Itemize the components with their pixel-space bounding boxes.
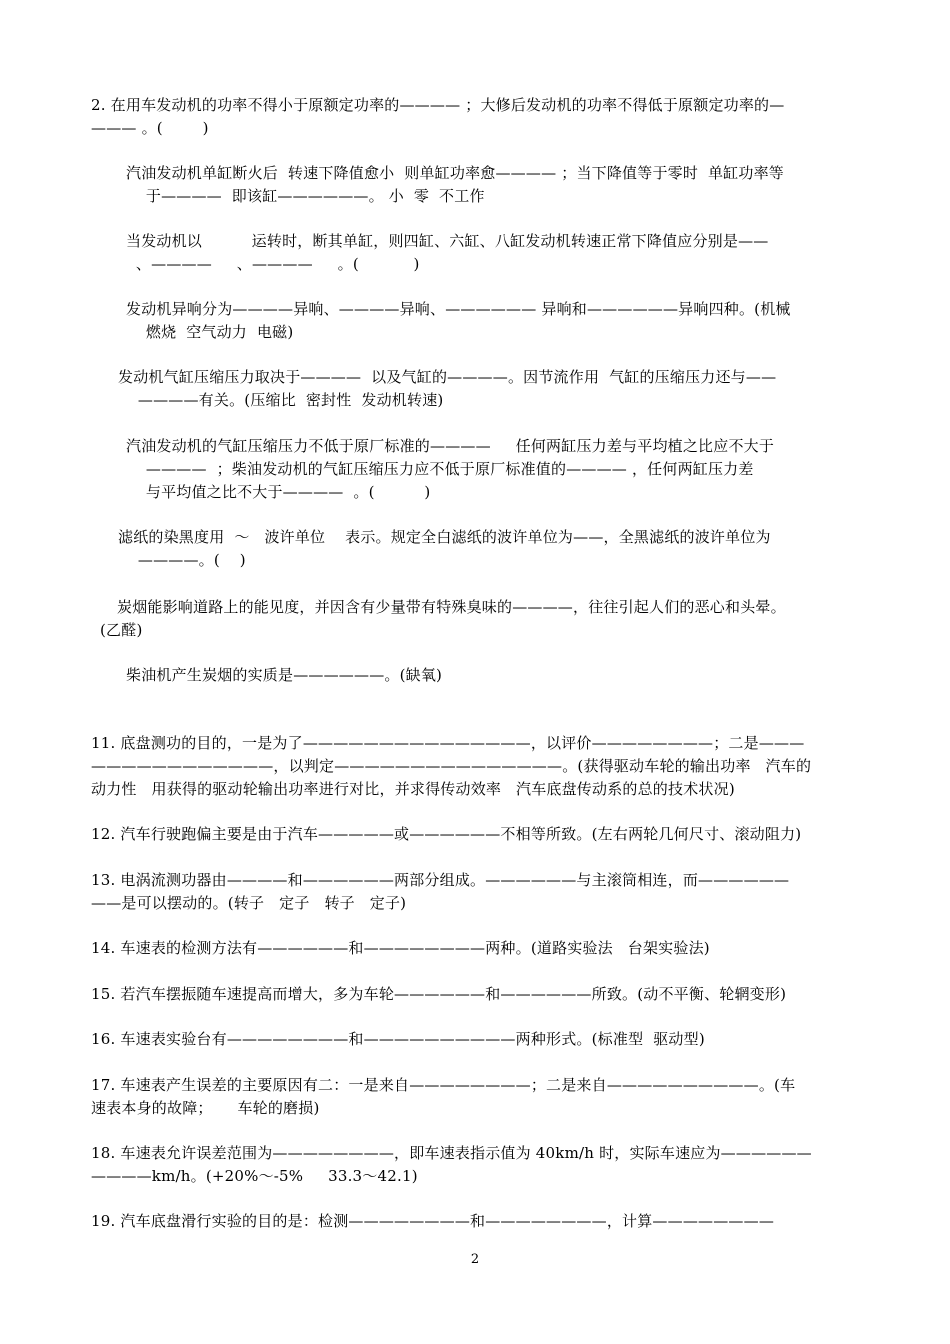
text-line: 14. 车速表的检测方法有——————和————————两种。(道路实验法 台架实验法) <box>91 939 710 957</box>
question-8 <box>118 526 771 572</box>
text-line: ————有关。(压缩比 密封性 发动机转速) <box>118 391 444 409</box>
text-line: ——是可以摆动的。(转子 定子 转子 定子) <box>91 894 407 912</box>
text-line: 、———— 、———— 。( ) <box>126 255 420 273</box>
text-line: 17. 车速表产生误差的主要原因有二：一是来自————————；二是来自——————————。(车 <box>91 1076 796 1094</box>
question-4 <box>126 230 769 276</box>
question-12 <box>91 823 801 846</box>
text-line: 动力性 用获得的驱动轮输出功率进行对比，并求得传动效率 汽车底盘传动系的总的技术状况) <box>91 780 735 798</box>
text-line: ————。( ) <box>118 551 246 569</box>
text-line: 15. 若汽车摆振随车速提高而增大，多为车轮——————和——————所致。(动不平衡、轮辋变形) <box>91 985 787 1003</box>
text-line: 11. 底盘测功的目的，一是为了———————————————，以评价————————；二是——— <box>91 734 805 752</box>
text-line: 于———— 即该缸——————。 小 零 不工作 <box>126 187 485 205</box>
text-line: ——— 。( ) <box>91 119 209 137</box>
text-line: 汽油发动机的气缸压缩压力不低于原厂标准的———— 任何两缸压力差与平均植之比应不大于 <box>126 437 775 455</box>
text-line: 速表本身的故障； 车轮的磨损) <box>91 1099 320 1117</box>
text-line: 炭烟能影响道路上的能见度，并因含有少量带有特殊臭味的————，往往引起人们的恶心和头晕。 <box>117 598 786 616</box>
question-10 <box>126 664 442 687</box>
question-3 <box>126 162 784 208</box>
question-2 <box>91 94 784 140</box>
question-18 <box>91 1142 812 1188</box>
question-11 <box>91 732 811 801</box>
text-line: 12. 汽车行驶跑偏主要是由于汽车—————或——————不相等所致。(左右两轮几何尺寸、滚动阻力) <box>91 825 802 843</box>
question-19 <box>91 1210 774 1233</box>
text-line: 滤纸的染黑度用 ～ 波许单位 表示。规定全白滤纸的波许单位为——，全黑滤纸的波许单位为 <box>118 528 771 546</box>
text-line: 2. 在用车发动机的功率不得小于原额定功率的———— ；大修后发动机的功率不得低于原额定功率的— <box>91 96 785 114</box>
text-line: ————————————，以判定———————————————。(获得驱动车轮的输出功率 汽车的 <box>91 757 812 775</box>
question-9 <box>100 596 786 642</box>
text-line: 16. 车速表实验台有————————和——————————两种形式。(标准型 驱动型) <box>91 1030 705 1048</box>
text-line: 当发动机以 运转时，断其单缸，则四缸、六缸、八缸发动机转速正常下降值应分别是—— <box>126 232 769 250</box>
text-line: 19. 汽车底盘滑行实验的目的是：检测————————和————————，计算———————— <box>91 1212 775 1230</box>
text-line: 13. 电涡流测功器由————和——————两部分组成。——————与主滚筒相连，而—————— <box>91 871 790 889</box>
question-15 <box>91 983 786 1006</box>
text-line: 燃烧 空气动力 电磁) <box>126 323 294 341</box>
text-line: 与平均值之比不大于———— 。( ) <box>126 483 431 501</box>
question-5 <box>126 298 791 344</box>
text-line: 柴油机产生炭烟的实质是——————。(缺氧) <box>126 666 443 684</box>
page-number: 2 <box>470 1252 480 1267</box>
text-line: ————km/h。(+20%～-5% 33.3～42.1) <box>91 1167 418 1185</box>
text-line: (乙醛) <box>100 621 143 639</box>
question-7 <box>126 435 774 504</box>
question-13 <box>91 869 789 915</box>
question-6 <box>118 366 776 412</box>
question-17 <box>91 1074 795 1120</box>
text-line: ———— ；柴油发动机的气缸压缩压力应不低于原厂标准值的———— ，任何两缸压力差 <box>126 460 754 478</box>
question-16 <box>91 1028 705 1051</box>
text-line: 18. 车速表允许误差范围为————————，即车速表指示值为 40km/h 时，实际车速应为—————— <box>91 1144 812 1162</box>
question-14 <box>91 937 710 960</box>
text-line: 汽油发动机单缸断火后 转速下降值愈小 则单缸功率愈———— ；当下降值等于零时 单缸功率等 <box>126 164 784 182</box>
text-line: 发动机异响分为————异响、————异响、—————— 异响和——————异响四种。(机械 <box>126 300 791 318</box>
text-line: 发动机气缸压缩压力取决于———— 以及气缸的————。因节流作用 气缸的压缩压力还与—— <box>118 368 777 386</box>
